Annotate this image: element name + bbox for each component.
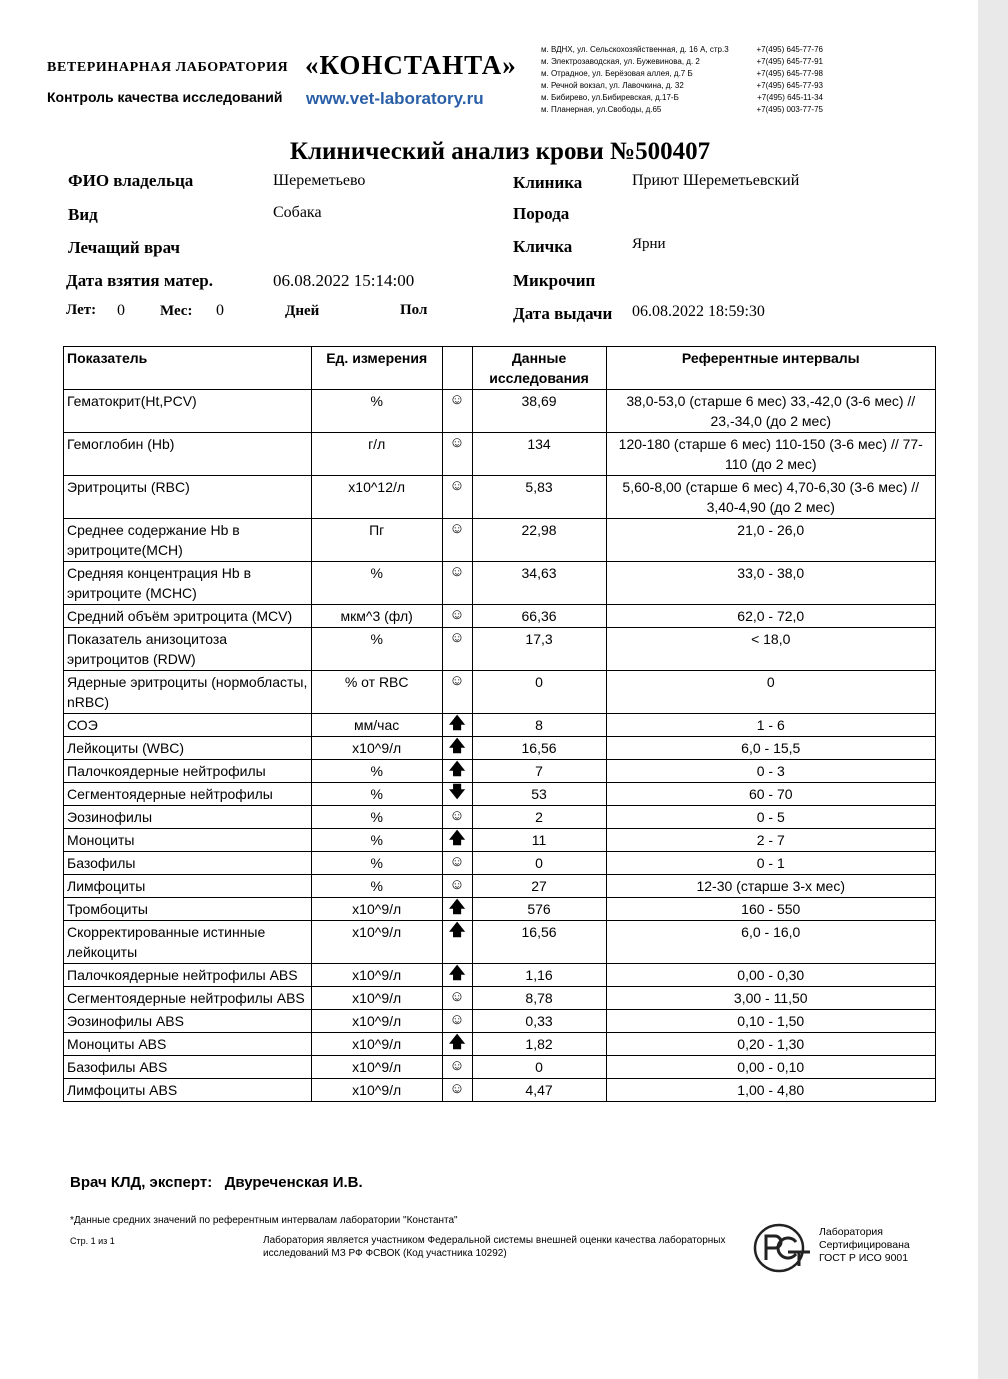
years-value: 0 [117, 302, 125, 319]
smiley-icon [442, 852, 472, 875]
reference-cell: 1,00 - 4,80 [606, 1079, 936, 1102]
table-row [64, 671, 936, 714]
reference-cell: 6,0 - 16,0 [606, 921, 936, 964]
indicator-cell: Эозинофилы ABS [64, 1010, 312, 1033]
value-cell: 34,63 [472, 562, 606, 605]
value-cell: 16,56 [472, 737, 606, 760]
smiley-icon [442, 987, 472, 1010]
results-body [64, 390, 936, 1102]
arrow-up-icon [442, 760, 472, 783]
table-row [64, 1033, 936, 1056]
table-row [64, 562, 936, 605]
unit-cell: % [311, 852, 442, 875]
results-table [63, 346, 936, 1102]
indicator-cell: Средний объём эритроцита (MCV) [64, 605, 312, 628]
address-row [541, 56, 823, 68]
nickname-value: Ярни [632, 236, 666, 252]
clinic-label: Клиника [513, 173, 583, 192]
address-row [541, 68, 823, 80]
address-phone: +7(495) 645-77-98 [756, 69, 823, 78]
unit-cell: x10^9/л [311, 1010, 442, 1033]
months-value: 0 [216, 302, 224, 319]
value-cell: 1,82 [472, 1033, 606, 1056]
table-row [64, 605, 936, 628]
indicator-cell: Базофилы [64, 852, 312, 875]
value-cell: 8,78 [472, 987, 606, 1010]
certification-text [819, 1226, 910, 1265]
smiley-icon [442, 519, 472, 562]
flag-glyph: 🡅 [448, 830, 466, 847]
table-row [64, 476, 936, 519]
address-text: м. Электрозаводская, ул. Бужевинова, д. 2 [541, 57, 700, 66]
indicator-cell: Лимфоциты ABS [64, 1079, 312, 1102]
indicator-cell: Базофилы ABS [64, 1056, 312, 1079]
unit-cell: % [311, 829, 442, 852]
smiley-icon [442, 671, 472, 714]
cert-line: Лаборатория [819, 1226, 883, 1238]
value-cell: 38,69 [472, 390, 606, 433]
unit-cell: % [311, 628, 442, 671]
reference-cell: 33,0 - 38,0 [606, 562, 936, 605]
flag-glyph: ☺ [449, 520, 465, 537]
unit-cell: % [311, 390, 442, 433]
indicator-cell: Тромбоциты [64, 898, 312, 921]
column-header-flag [442, 347, 472, 390]
value-cell: 134 [472, 433, 606, 476]
unit-cell: x10^9/л [311, 921, 442, 964]
table-row [64, 714, 936, 737]
flag-glyph: 🡅 [448, 1034, 466, 1051]
expert-label: Врач КЛД, эксперт: [70, 1174, 213, 1191]
table-row [64, 964, 936, 987]
address-text: м. Отрадное, ул. Берёзовая аллея, д.7 Б [541, 69, 693, 78]
reference-note: *Данные средних значений по референтным интервалам лаборатории "Константа" [70, 1215, 458, 1226]
lab-subtitle: Контроль качества исследований [47, 89, 283, 105]
flag-glyph: ☺ [449, 853, 465, 870]
reference-cell: < 18,0 [606, 628, 936, 671]
table-row [64, 806, 936, 829]
flag-glyph: 🡅 [448, 715, 466, 732]
unit-cell: % [311, 760, 442, 783]
flag-glyph: ☺ [449, 876, 465, 893]
value-cell: 27 [472, 875, 606, 898]
address-row [541, 80, 823, 92]
sex-label: Пол [400, 302, 428, 318]
owner-value: Шереметьево [273, 172, 366, 189]
value-cell: 22,98 [472, 519, 606, 562]
flag-glyph: ☺ [449, 606, 465, 623]
column-header-unit: Ед. измерения [311, 347, 442, 390]
address-phone: +7(495) 645-77-76 [756, 45, 823, 54]
indicator-cell: Среднее содержание Hb в эритроците(MCH) [64, 519, 312, 562]
document-title: Клинический анализ крови №500407 [289, 138, 711, 165]
value-cell: 66,36 [472, 605, 606, 628]
address-text: м. Планерная, ул.Свободы, д.65 [541, 105, 662, 114]
arrow-up-icon [442, 1033, 472, 1056]
table-row [64, 852, 936, 875]
column-header-reference: Референтные интервалы [606, 347, 936, 390]
arrow-up-icon [442, 964, 472, 987]
unit-cell: г/л [311, 433, 442, 476]
indicator-cell: СОЭ [64, 714, 312, 737]
indicator-cell: Ядерные эритроциты (нормобласты, nRBC) [64, 671, 312, 714]
reference-cell: 0 - 3 [606, 760, 936, 783]
arrow-up-icon [442, 737, 472, 760]
doctor-label: Лечащий врач [68, 238, 180, 257]
address-text: м. ВДНХ, ул. Сельскохозяйственная, д. 16 А, стр.3 [541, 45, 729, 54]
address-row [541, 92, 823, 104]
reference-cell: 160 - 550 [606, 898, 936, 921]
unit-cell: мм/час [311, 714, 442, 737]
value-cell: 11 [472, 829, 606, 852]
table-row [64, 628, 936, 671]
smiley-icon [442, 390, 472, 433]
reference-cell: 120-180 (старше 6 мес) 110-150 (3-6 мес) // 77-110 (до 2 мес) [606, 433, 936, 476]
arrow-up-icon [442, 829, 472, 852]
arrow-up-icon [442, 714, 472, 737]
unit-cell: x10^9/л [311, 737, 442, 760]
arrow-up-icon [442, 898, 472, 921]
reference-cell: 0 - 1 [606, 852, 936, 875]
species-label: Вид [68, 205, 98, 224]
reference-cell: 0,10 - 1,50 [606, 1010, 936, 1033]
arrow-up-icon [442, 921, 472, 964]
column-header-indicator: Показатель [64, 347, 312, 390]
sample-date-label: Дата взятия матер. [66, 271, 213, 290]
flag-glyph: ☺ [449, 434, 465, 451]
smiley-icon [442, 628, 472, 671]
unit-cell: % [311, 806, 442, 829]
lab-brand: «КОНСТАНТА» [305, 50, 517, 80]
unit-cell: % [311, 783, 442, 806]
scrollbar[interactable] [978, 0, 1008, 1379]
indicator-cell: Гематокрит(Ht,PCV) [64, 390, 312, 433]
value-cell: 0,33 [472, 1010, 606, 1033]
value-cell: 0 [472, 671, 606, 714]
flag-glyph: ☺ [449, 563, 465, 580]
reference-cell: 2 - 7 [606, 829, 936, 852]
indicator-cell: Палочкоядерные нейтрофилы [64, 760, 312, 783]
column-header-value: Данные исследования [472, 347, 606, 390]
unit-cell: x10^9/л [311, 1033, 442, 1056]
indicator-cell: Эритроциты (RBC) [64, 476, 312, 519]
cert-line: ГОСТ Р ИСО 9001 [819, 1252, 909, 1264]
species-value: Собака [273, 204, 322, 221]
reference-cell: 62,0 - 72,0 [606, 605, 936, 628]
table-row [64, 519, 936, 562]
table-row [64, 737, 936, 760]
indicator-cell: Сегментоядерные нейтрофилы ABS [64, 987, 312, 1010]
value-cell: 1,16 [472, 964, 606, 987]
reference-cell: 38,0-53,0 (старше 6 мес) 33,-42,0 (3-6 мес) // 23,-34,0 (до 2 мес) [606, 390, 936, 433]
years-label: Лет: [66, 302, 97, 318]
arrow-down-icon [442, 783, 472, 806]
flag-glyph: ☺ [449, 672, 465, 689]
sample-date-value: 06.08.2022 15:14:00 [273, 271, 415, 290]
unit-cell: x10^9/л [311, 1079, 442, 1102]
address-list [541, 44, 823, 116]
flag-glyph: ☺ [449, 988, 465, 1005]
flag-glyph: ☺ [449, 477, 465, 494]
flag-glyph: ☺ [449, 391, 465, 408]
table-row [64, 1079, 936, 1102]
membership-note: Лаборатория является участником Федеральной системы внешней оценки качества лабораторных исследований МЗ РФ ФСВОК (Код участника 10292) [263, 1235, 726, 1259]
table-row [64, 1056, 936, 1079]
reference-cell: 21,0 - 26,0 [606, 519, 936, 562]
smiley-icon [442, 806, 472, 829]
flag-glyph: 🡅 [448, 922, 466, 939]
reference-cell: 12-30 (старше 3-х мес) [606, 875, 936, 898]
value-cell: 16,56 [472, 921, 606, 964]
flag-glyph: ☺ [449, 629, 465, 646]
address-phone: +7(495) 645-77-93 [756, 81, 823, 90]
clinic-value: Приют Шереметьевский [632, 172, 800, 189]
indicator-cell: Моноциты [64, 829, 312, 852]
table-row [64, 390, 936, 433]
reference-cell: 0,00 - 0,10 [606, 1056, 936, 1079]
table-row [64, 875, 936, 898]
unit-cell: % [311, 875, 442, 898]
table-header-row [64, 347, 936, 390]
reference-cell: 5,60-8,00 (старше 6 мес) 4,70-6,30 (3-6 мес) // 3,40-4,90 (до 2 мес) [606, 476, 936, 519]
issue-date-label: Дата выдачи [513, 304, 613, 323]
indicator-cell: Лимфоциты [64, 875, 312, 898]
flag-glyph: 🡅 [448, 899, 466, 916]
value-cell: 2 [472, 806, 606, 829]
reference-cell: 0 - 5 [606, 806, 936, 829]
unit-cell: x10^9/л [311, 964, 442, 987]
unit-cell: мкм^3 (фл) [311, 605, 442, 628]
flag-glyph: 🡅 [448, 738, 466, 755]
smiley-icon [442, 476, 472, 519]
microchip-label: Микрочип [513, 271, 596, 290]
flag-glyph: ☺ [449, 1080, 465, 1097]
indicator-cell: Гемоглобин (Hb) [64, 433, 312, 476]
indicator-cell: Лейкоциты (WBC) [64, 737, 312, 760]
table-row [64, 987, 936, 1010]
indicator-cell: Палочкоядерные нейтрофилы ABS [64, 964, 312, 987]
address-row [541, 104, 823, 116]
smiley-icon [442, 875, 472, 898]
flag-glyph: ☺ [449, 807, 465, 824]
smiley-icon [442, 605, 472, 628]
value-cell: 0 [472, 852, 606, 875]
reference-cell: 3,00 - 11,50 [606, 987, 936, 1010]
value-cell: 7 [472, 760, 606, 783]
certification-logo [752, 1222, 814, 1279]
flag-glyph: ☺ [449, 1011, 465, 1028]
cert-line: Сертифицирована [819, 1239, 910, 1251]
reference-cell: 6,0 - 15,5 [606, 737, 936, 760]
nickname-label: Кличка [513, 237, 573, 256]
table-row [64, 433, 936, 476]
flag-glyph: 🡅 [448, 965, 466, 982]
unit-cell: x10^9/л [311, 1056, 442, 1079]
unit-cell: x10^9/л [311, 987, 442, 1010]
table-row [64, 760, 936, 783]
indicator-cell: Сегментоядерные нейтрофилы [64, 783, 312, 806]
indicator-cell: Эозинофилы [64, 806, 312, 829]
days-label: Дней [285, 303, 320, 319]
reference-cell: 60 - 70 [606, 783, 936, 806]
address-phone: +7(495) 003-77-75 [756, 105, 823, 114]
unit-cell: % [311, 562, 442, 605]
reference-cell: 0,00 - 0,30 [606, 964, 936, 987]
smiley-icon [442, 1079, 472, 1102]
issue-date-value: 06.08.2022 18:59:30 [632, 303, 765, 320]
expert-signature [70, 1174, 363, 1191]
reference-cell: 0 [606, 671, 936, 714]
indicator-cell: Моноциты ABS [64, 1033, 312, 1056]
owner-label: ФИО владельца [68, 171, 194, 190]
flag-glyph: ☺ [449, 1057, 465, 1074]
value-cell: 53 [472, 783, 606, 806]
smiley-icon [442, 1056, 472, 1079]
page-number: Стр. 1 из 1 [70, 1236, 115, 1246]
indicator-cell: Скорректированные истинные лейкоциты [64, 921, 312, 964]
smiley-icon [442, 562, 472, 605]
lab-name: ВЕТЕРИНАРНАЯ ЛАБОРАТОРИЯ [47, 60, 289, 75]
value-cell: 4,47 [472, 1079, 606, 1102]
flag-glyph: 🡅 [448, 761, 466, 778]
address-phone: +7(495) 645-11-34 [757, 93, 823, 102]
address-text: м. Речной вокзал, ул. Лавочкина, д. 32 [541, 81, 684, 90]
table-row [64, 921, 936, 964]
lab-website-link[interactable]: www.vet-laboratory.ru [306, 89, 484, 108]
indicator-cell: Средняя концентрация Hb в эритроците (MCHC) [64, 562, 312, 605]
address-text: м. Бибирево, ул.Бибиревская, д.17-Б [541, 93, 679, 102]
expert-name: Двуреченская И.В. [224, 1174, 363, 1191]
address-phone: +7(495) 645-77-91 [756, 57, 823, 66]
value-cell: 17,3 [472, 628, 606, 671]
smiley-icon [442, 433, 472, 476]
address-row [541, 44, 823, 56]
reference-cell: 1 - 6 [606, 714, 936, 737]
unit-cell: x10^12/л [311, 476, 442, 519]
unit-cell: x10^9/л [311, 898, 442, 921]
unit-cell: Пг [311, 519, 442, 562]
breed-label: Порода [513, 204, 570, 223]
value-cell: 0 [472, 1056, 606, 1079]
value-cell: 5,83 [472, 476, 606, 519]
months-label: Мес: [160, 303, 193, 319]
table-row [64, 1010, 936, 1033]
value-cell: 576 [472, 898, 606, 921]
smiley-icon [442, 1010, 472, 1033]
flag-glyph: 🡇 [448, 784, 466, 801]
table-row [64, 829, 936, 852]
value-cell: 8 [472, 714, 606, 737]
table-row [64, 898, 936, 921]
unit-cell: % от RBC [311, 671, 442, 714]
reference-cell: 0,20 - 1,30 [606, 1033, 936, 1056]
indicator-cell: Показатель анизоцитоза эритроцитов (RDW) [64, 628, 312, 671]
table-row [64, 783, 936, 806]
